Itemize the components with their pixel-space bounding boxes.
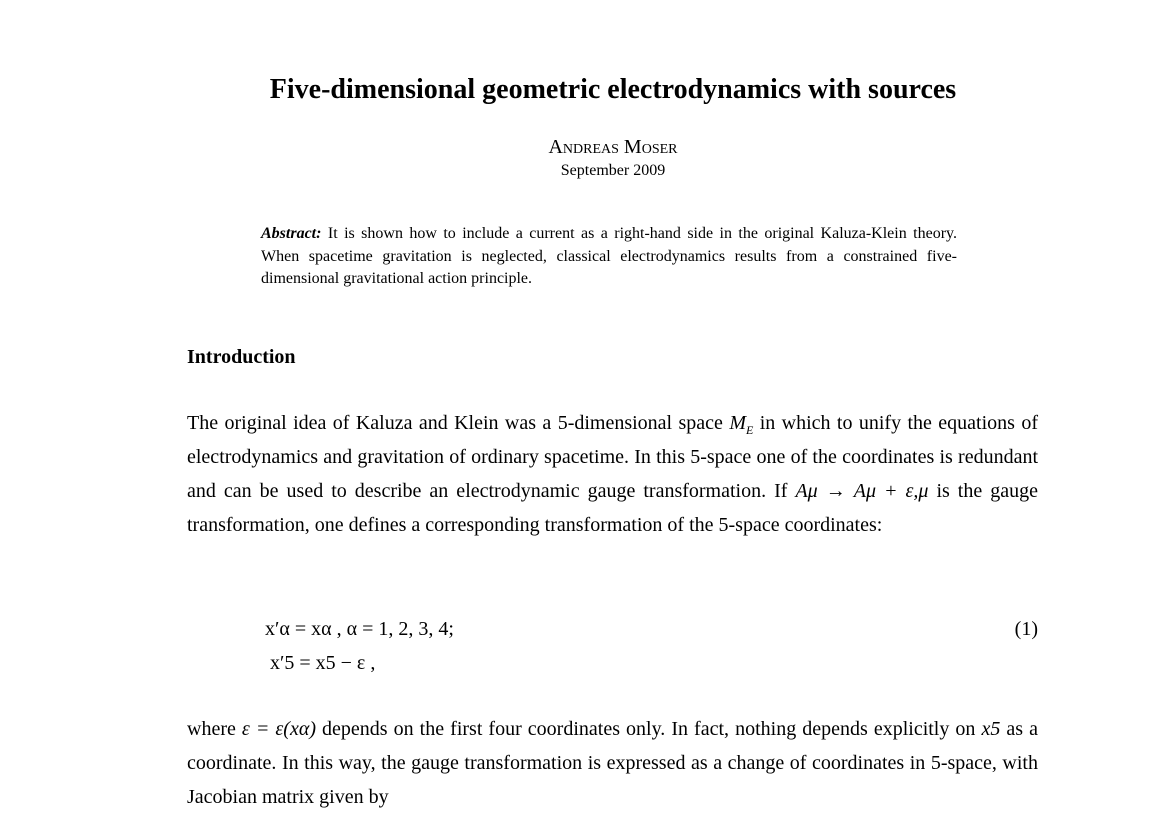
math-space-symbol: $M_E$ — [729, 412, 754, 437]
paper-title: Five-dimensional geometric electrodynamics with sources — [269, 74, 957, 105]
paragraph-text: where — [187, 718, 242, 740]
math-gauge-transformation: Aμ → Aμ + ε,μ — [795, 480, 929, 502]
paragraph-text: as a coordinate. In this way, the gauge transformation is expressed as a change of coordinates in 5-space, with Jacobian matrix given by — [187, 718, 1039, 808]
equation-number: (1) — [1014, 618, 1038, 640]
paragraph-text: The original idea of Kaluza and Klein was a 5-dimensional space — [187, 412, 730, 434]
equation-1-line-1: x′α = xα , α = 1, 2, 3, 4; — [265, 618, 454, 640]
math-x5: x5 — [981, 718, 1001, 740]
introduction-paragraph-2 — [187, 712, 1038, 814]
abstract — [261, 223, 957, 291]
equation-1-line-2: x′5 = x5 − ε , — [270, 652, 376, 674]
author-name: Andreas Moser — [548, 136, 678, 158]
abstract-label: Abstract: — [261, 225, 322, 242]
publication-date: September 2009 — [560, 162, 666, 179]
section-heading-introduction: Introduction — [187, 346, 296, 368]
paragraph-text: depends on the first four coordinates only. In fact, nothing depends explicitly on — [315, 718, 982, 740]
paragraph-text: in which to unify the equations of electrodynamics and gravitation of ordinary spacetime. In this 5-space one of the coordinates is redundant and can be used to describe an electrodynamic gauge transformation. If — [187, 412, 1039, 502]
introduction-paragraph-1 — [187, 406, 1038, 542]
math-epsilon-function: ε = ε(xα) — [241, 718, 316, 740]
abstract-text: It is shown how to include a current as a right-hand side in the original Kaluza-Klein theory. When spacetime gravitation is neglected, classical electrodynamics results from a constrained five-dimensional gravitational action principle. — [261, 225, 957, 287]
paragraph-text: is the gauge transformation, one defines a corresponding transformation of the 5-space coordinates: — [187, 480, 1038, 536]
